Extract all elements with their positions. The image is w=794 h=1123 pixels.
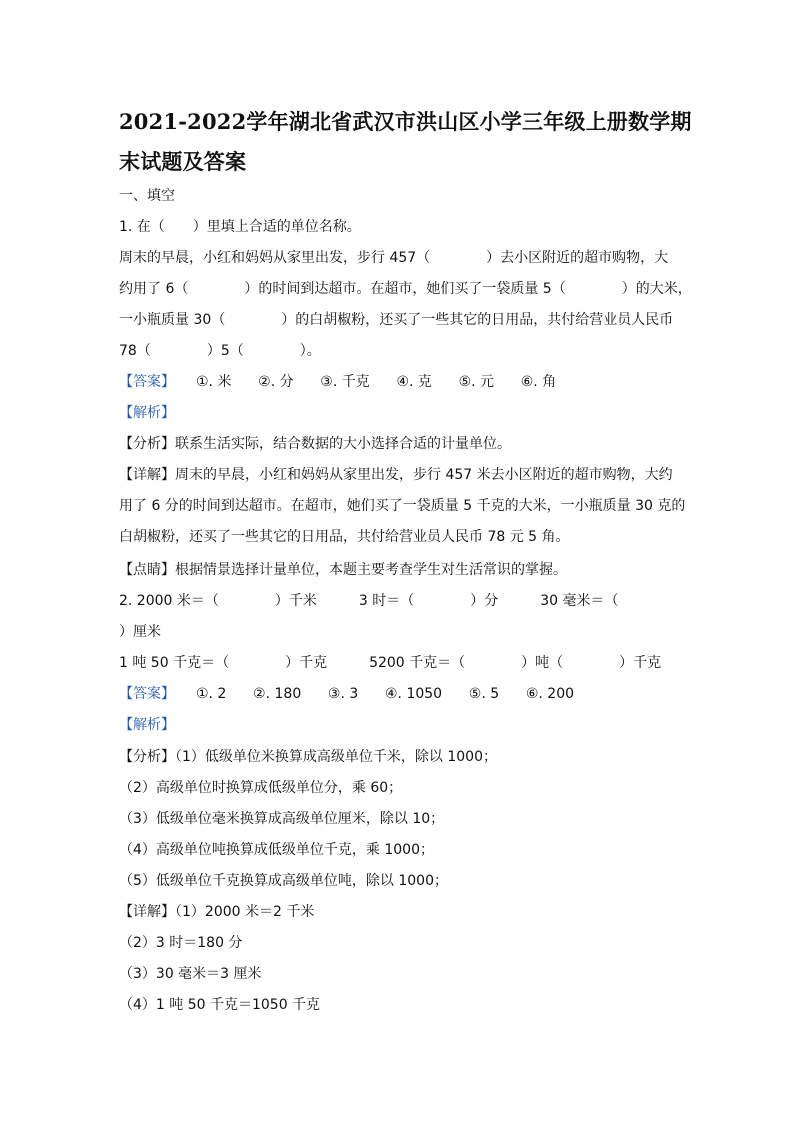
q1-answer-values: ①. 米 ②. 分 ③. 千克 ④. 克 ⑤. 元 ⑥. 角 [196,374,557,390]
q2-fenxi-line-4: （4）高级单位吨换算成低级单位千克，乘 1000； [119,842,434,858]
q1-text-line-1: 周末的早晨，小红和妈妈从家里出发，步行 457（ ）去小区附近的超市购物，大 [119,250,669,266]
q2-answer-label: 【答案】 [119,686,168,702]
q1-answer-row [119,372,556,392]
q2-xiangjie-line-2: （2）3 时＝180 分 [119,935,243,951]
q1-fenxi-text: 联系生活实际，结合数据的大小选择合适的计量单位。 [175,436,511,452]
q2-analysis-label: 【解析】 [119,717,175,733]
q2-answer-row [119,684,574,704]
q1-xiangjie-row [119,465,673,485]
q2-text-line-1: 2. 2000 米＝（ ）千米 3 时＝（ ）分 30 毫米＝（ [119,593,619,609]
q1-answer-label: 【答案】 [119,374,168,390]
q2-fenxi-line-5: （5）低级单位千克换算成高级单位吨，除以 1000； [119,873,448,889]
q1-xiangjie-line-2: 用了 6 分的时间到达超市。在超市，她们买了一袋质量 5 千克的大米，一小瓶质量 30 克的 [119,498,686,514]
q1-text-line-2: 约用了 6（ ）的时间到达超市。在超市，她们买了一袋质量 5（ ）的大米， [119,281,692,297]
q2-xiangjie-line-4: （4）1 吨 50 千克＝1050 千克 [119,997,321,1013]
q1-stem: 1. 在（ ）里填上合适的单位名称。 [119,219,361,235]
q2-xiangjie-label: 【详解】 [119,904,175,920]
q2-text-line-3: 1 吨 50 千克＝（ ）千克 5200 千克＝（ ）吨（ ）千克 [119,655,662,671]
q1-text-line-3: 一小瓶质量 30（ ）的白胡椒粉，还买了一些其它的日用品，共付给营业员人民币 [119,312,674,328]
q2-xiangjie-line-3: （3）30 毫米＝3 厘米 [119,966,262,982]
document-title-line-2: 末试题及答案 [119,149,247,174]
q2-fenxi-line-2: （2）高级单位时换算成低级单位分，乘 60； [119,780,403,796]
q2-answer-values: ①. 2 ②. 180 ③. 3 ④. 1050 ⑤. 5 ⑥. 200 [196,686,575,702]
q2-fenxi-line-3: （3）低级单位毫米换算成高级单位厘米，除以 10； [119,811,445,827]
q2-fenxi-line-1: （1）低级单位米换算成高级单位千米，除以 1000； [175,749,497,765]
q1-xiangjie-line-3: 白胡椒粉，还买了一些其它的日用品，共付给营业员人民币 78 元 5 角。 [119,529,570,545]
q1-dianjing-row [119,560,567,580]
q2-fenxi-row [119,747,497,767]
q1-fenxi-row [119,434,511,454]
q1-dianjing-text: 根据情景选择计量单位，本题主要考查学生对生活常识的掌握。 [175,562,567,578]
q2-xiangjie-row [119,902,314,922]
q2-xiangjie-line-1: （1）2000 米＝2 千米 [175,904,315,920]
document-title-line-1: 2021-2022学年湖北省武汉市洪山区小学三年级上册数学期 [119,109,692,134]
q2-text-line-2: ）厘米 [119,624,161,640]
q2-fenxi-label: 【分析】 [119,749,175,765]
q1-analysis-label: 【解析】 [119,405,175,421]
q1-text-line-4: 78（ ）5（ ）。 [119,343,321,359]
q1-xiangjie-label: 【详解】 [119,467,175,483]
q1-dianjing-label: 【点睛】 [119,562,175,578]
q1-xiangjie-line-1: 周末的早晨，小红和妈妈从家里出发，步行 457 米去小区附近的超市购物，大约 [175,467,673,483]
section-heading: 一、填空 [119,188,175,204]
q1-fenxi-label: 【分析】 [119,436,175,452]
